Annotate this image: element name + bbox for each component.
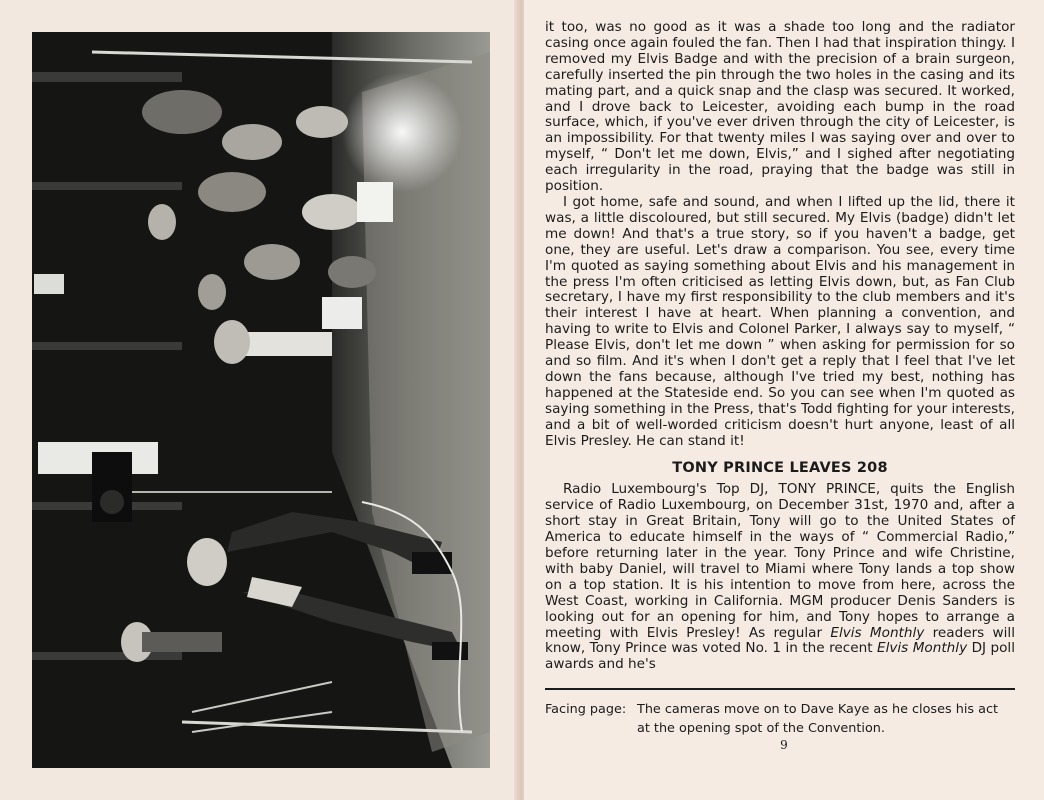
caption-line-1: The cameras move on to Dave Kaye as he closes his act [637,702,999,717]
caption-rule [545,688,1015,690]
caption-line-2: at the opening spot of the Convention. [637,721,885,736]
caption-text [637,700,1015,738]
paragraph-3-part-a: Radio Luxembourg's Top DJ, TONY PRINCE, quits the English service of Radio Luxembourg, on December 31st, 1970 and, after a short stay in Great Britain, Tony will go to the United States of America to educate himself in the ways of “ Commercial Radio,” before returning later in the year. Tony Prince and wife Christine, with baby Daniel, will travel to Miami where Tony lands a top show on a top station. It is his intention to move from here, across the West Coast, working in California. MGM producer Denis Sanders is looking out for an opening for him, and Tony hopes to arrange a meeting with Elvis Presley! As regular [545,481,1015,641]
article-paragraph-1: it too, was no good as it was a shade too long and the radiator casing once again fouled the fan. Then I had that inspiration thingy. I removed my Elvis Badge and with the precision of a brain surgeon, carefully inserted the pin through the two holes in the casing and its mating part, and a quick snap and the clasp was secured. It worked, and I drove back to Leicester, avoiding each bump in the road surface, which, if you've ever driven through the city of Leicester, is an impossibility. For that twenty miles I was saying over and over to myself, “ Don't let me down, Elvis,” and I sighed after negotiating each irregularity in the road, praying that the badge was still in position. [545,19,1015,195]
left-page [0,0,518,800]
stage-photo-image [32,32,490,768]
magazine-title-1: Elvis Monthly [830,624,925,641]
article-column [545,20,1015,673]
stage-photo [32,32,490,768]
paragraph-3-part-c: DJ poll awards and he's [545,640,1015,673]
article-paragraph-2: I got home, safe and sound, and when I lifted up the lid, there it was, a little discoloured, but still secured. My Elvis (badge) didn't let me down! And that's a true story, so if you haven't a badge, get one, they are useful. Let's draw a comparison. You see, every time I'm quoted as saying something about Elvis and his management in the press I'm often criticised as letting Elvis down, but, as Fan Club secretary, I have my first responsibility to the club members and it's their interest I have at heart. When planning a convention, and having to write to Elvis and Colonel Parker, I always say to myself, “ Please Elvis, don't let me down ” when asking for permission for so and so film. And it's when I don't get a reply that I feel that I've let down the fans because, although I've tried my best, nothing has happened at the Stateside end. So you can see when I'm quoted as saying something in the Press, that's Todd fighting for your interests, and a bit of well-worded criticism doesn't hurt anyone, least of all Elvis Presley. He can stand it! [545,193,1015,449]
right-page [524,0,1044,800]
article-paragraph-3 [545,482,1015,673]
section-heading: TONY PRINCE LEAVES 208 [672,460,888,477]
magazine-title-2: Elvis Monthly [876,640,968,657]
page-number: 9 [780,738,788,752]
paragraph-3-part-b: readers will know, Tony Prince was voted No. 1 in the recent [545,624,1015,657]
photo-caption [545,700,1015,738]
caption-label: Facing page: [545,702,627,717]
